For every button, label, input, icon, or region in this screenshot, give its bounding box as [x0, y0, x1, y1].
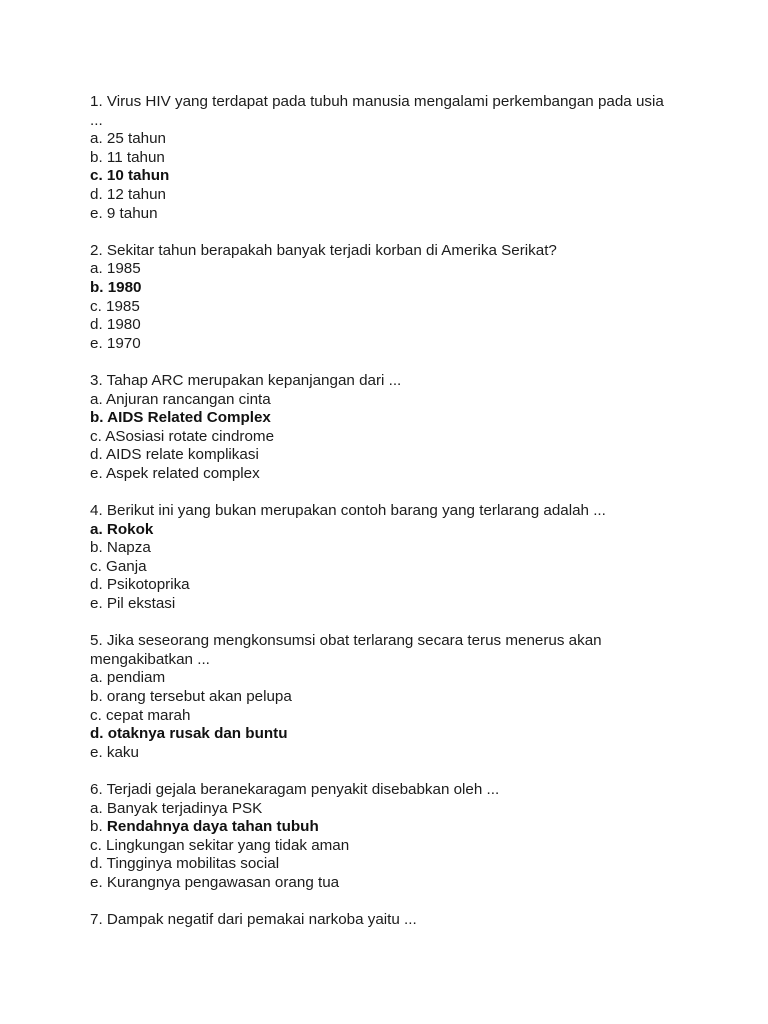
- option-d: d. AIDS relate komplikasi: [90, 446, 259, 464]
- option-a-correct: a. Rokok: [90, 520, 154, 538]
- option-b-answer-text: Rendahnya daya tahan tubuh: [106, 818, 319, 836]
- question-text: 3. Tahap ARC merupakan kepanjangan dari ...: [90, 371, 402, 389]
- option-d-correct: d. otaknya rusak dan buntu: [90, 725, 288, 743]
- option-c: c. cepat marah: [90, 706, 191, 724]
- option-b-correct: b. 1980: [90, 278, 142, 296]
- option-a: a. pendiam: [90, 669, 166, 687]
- question-text: 7. Dampak negatif dari pemakai narkoba yaitu ...: [90, 911, 417, 929]
- question-3: [90, 372, 670, 484]
- question-text: 6. Terjadi gejala beranekaragam penyakit disebabkan oleh ...: [90, 780, 500, 798]
- option-a: a. Anjuran rancangan cinta: [90, 390, 271, 408]
- question-6: [90, 781, 670, 893]
- option-d: d. Tingginya mobilitas social: [90, 855, 280, 873]
- option-b: b. Napza: [90, 539, 151, 557]
- option-e: e. Pil ekstasi: [90, 595, 176, 613]
- question-4: [90, 502, 670, 614]
- option-c: c. Ganja: [90, 557, 147, 575]
- option-a: a. 1985: [90, 260, 141, 278]
- option-a: a. 25 tahun: [90, 130, 167, 148]
- question-7: [90, 911, 670, 930]
- option-a: a. Banyak terjadinya PSK: [90, 799, 263, 817]
- quiz-content: [90, 93, 670, 948]
- question-text: 2. Sekitar tahun berapakah banyak terjadi korban di Amerika Serikat?: [90, 241, 557, 259]
- question-2: [90, 242, 670, 354]
- option-d: d. 1980: [90, 316, 141, 334]
- option-b-prefix: b.: [90, 818, 103, 836]
- option-d: d. 12 tahun: [90, 185, 167, 203]
- question-1: [90, 93, 670, 223]
- option-d: d. Psikotoprika: [90, 576, 190, 594]
- option-c: c. Lingkungan sekitar yang tidak aman: [90, 836, 350, 854]
- question-text: 4. Berikut ini yang bukan merupakan contoh barang yang terlarang adalah ...: [90, 502, 606, 520]
- option-e: e. Aspek related complex: [90, 464, 260, 482]
- option-c: c. ASosiasi rotate cindrome: [90, 427, 275, 445]
- option-e: e. kaku: [90, 743, 139, 761]
- question-5: [90, 632, 670, 762]
- option-e: e. 9 tahun: [90, 204, 158, 222]
- option-b-correct: b. AIDS Related Complex: [90, 409, 271, 427]
- option-c: c. 1985: [90, 297, 140, 315]
- option-b: b. 11 tahun: [90, 148, 165, 166]
- question-text: 5. Jika seseorang mengkonsumsi obat terlarang secara terus menerus akan mengakibatkan ...: [90, 632, 602, 668]
- question-text: 1. Virus HIV yang terdapat pada tubuh manusia mengalami perkembangan pada usia ...: [90, 93, 664, 129]
- option-c-correct: c. 10 tahun: [90, 167, 170, 185]
- option-e: e. Kurangnya pengawasan orang tua: [90, 873, 340, 891]
- option-e: e. 1970: [90, 334, 141, 352]
- option-b: b. orang tersebut akan pelupa: [90, 688, 292, 705]
- option-b-correct: [90, 818, 670, 837]
